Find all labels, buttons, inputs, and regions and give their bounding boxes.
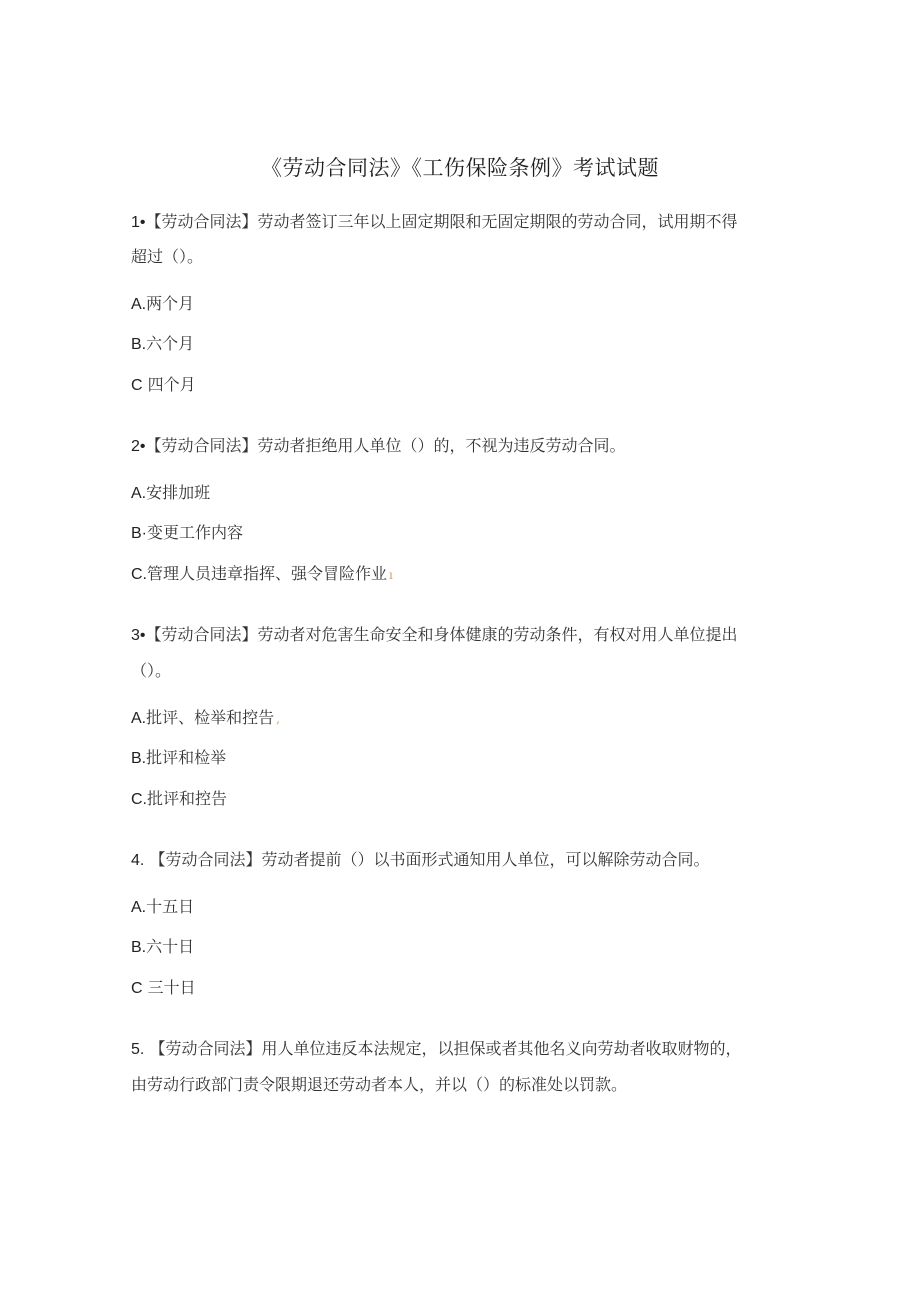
option-mark: A. (131, 296, 147, 313)
question-number: 4. (131, 852, 145, 869)
option-mark: C (131, 377, 143, 394)
option-text: 三十日 (147, 978, 196, 997)
option-text: 六十日 (146, 937, 195, 956)
option-mark: B. (131, 336, 147, 353)
option-text: 批评和控告 (147, 789, 228, 808)
question-1-stem-continued: 超过（）。 (131, 247, 204, 266)
document-title: 《劳动合同法》《工伤保险条例》考试试题 (261, 156, 659, 180)
option-text: 安排加班 (146, 483, 211, 502)
option-text: 批评、检举和控告 (146, 708, 275, 727)
question-2-stem (131, 436, 626, 457)
option-text: 变更工作内容 (147, 523, 244, 542)
question-1-option-c (131, 375, 196, 396)
option-mark: B. (131, 939, 147, 956)
question-2-option-b (131, 523, 243, 544)
question-5-stem-continued: 由劳动行政部门责令限期退还劳动者本人，并以（）的标准处以罚款。 (131, 1075, 628, 1094)
question-3-stem (131, 625, 738, 646)
option-mark: B· (131, 525, 147, 542)
question-number: 2• (131, 438, 146, 455)
question-3-option-c (131, 789, 227, 810)
question-5-stem (131, 1039, 741, 1060)
option-text: 两个月 (146, 294, 195, 313)
option-mark: C. (131, 791, 147, 808)
question-number: 3• (131, 627, 146, 644)
option-text: 六个月 (146, 334, 195, 353)
question-number: 5. (131, 1041, 145, 1058)
option-text: 十五日 (146, 897, 195, 916)
option-mark: A. (131, 485, 147, 502)
option-mark: A. (131, 710, 147, 727)
option-text: 管理人员违章指挥、强令冒险作业 (147, 564, 388, 583)
option-mark: B. (131, 750, 147, 767)
option-mark: C. (131, 566, 147, 583)
question-text: 【劳动合同法】劳动者对危害生命安全和身体健康的劳动条件，有权对用人单位提出 (145, 625, 738, 644)
question-2-option-c (131, 564, 393, 585)
question-3-option-b (131, 748, 226, 769)
question-1-stem (131, 212, 738, 233)
question-3-option-a (131, 708, 280, 729)
stray-mark: ı (389, 568, 393, 582)
option-text: 批评和检举 (146, 748, 227, 767)
stray-mark: , (276, 712, 280, 726)
question-text: 【劳动合同法】劳动者提前（）以书面形式通知用人单位，可以解除劳动合同。 (149, 850, 710, 869)
question-3-stem-continued: （）。 (131, 661, 172, 680)
question-4-option-b (131, 937, 194, 958)
option-text: 四个月 (147, 375, 196, 394)
question-text: 【劳动合同法】劳动者签订三年以上固定期限和无固定期限的劳动合同，试用期不得 (145, 212, 738, 231)
question-text: 【劳动合同法】用人单位违反本法规定，以担保或者其他名义向劳劫者收取财物的， (149, 1039, 742, 1058)
question-1-option-b (131, 334, 194, 355)
question-1-option-a (131, 294, 194, 315)
question-4-option-a (131, 897, 194, 918)
question-4-stem (131, 850, 709, 871)
option-mark: A. (131, 899, 147, 916)
option-mark: C (131, 980, 143, 997)
question-4-option-c (131, 978, 196, 999)
question-number: 1• (131, 214, 146, 231)
question-text: 【劳动合同法】劳动者拒绝用人单位（）的，不视为违反劳动合同。 (145, 436, 626, 455)
question-2-option-a (131, 483, 210, 504)
